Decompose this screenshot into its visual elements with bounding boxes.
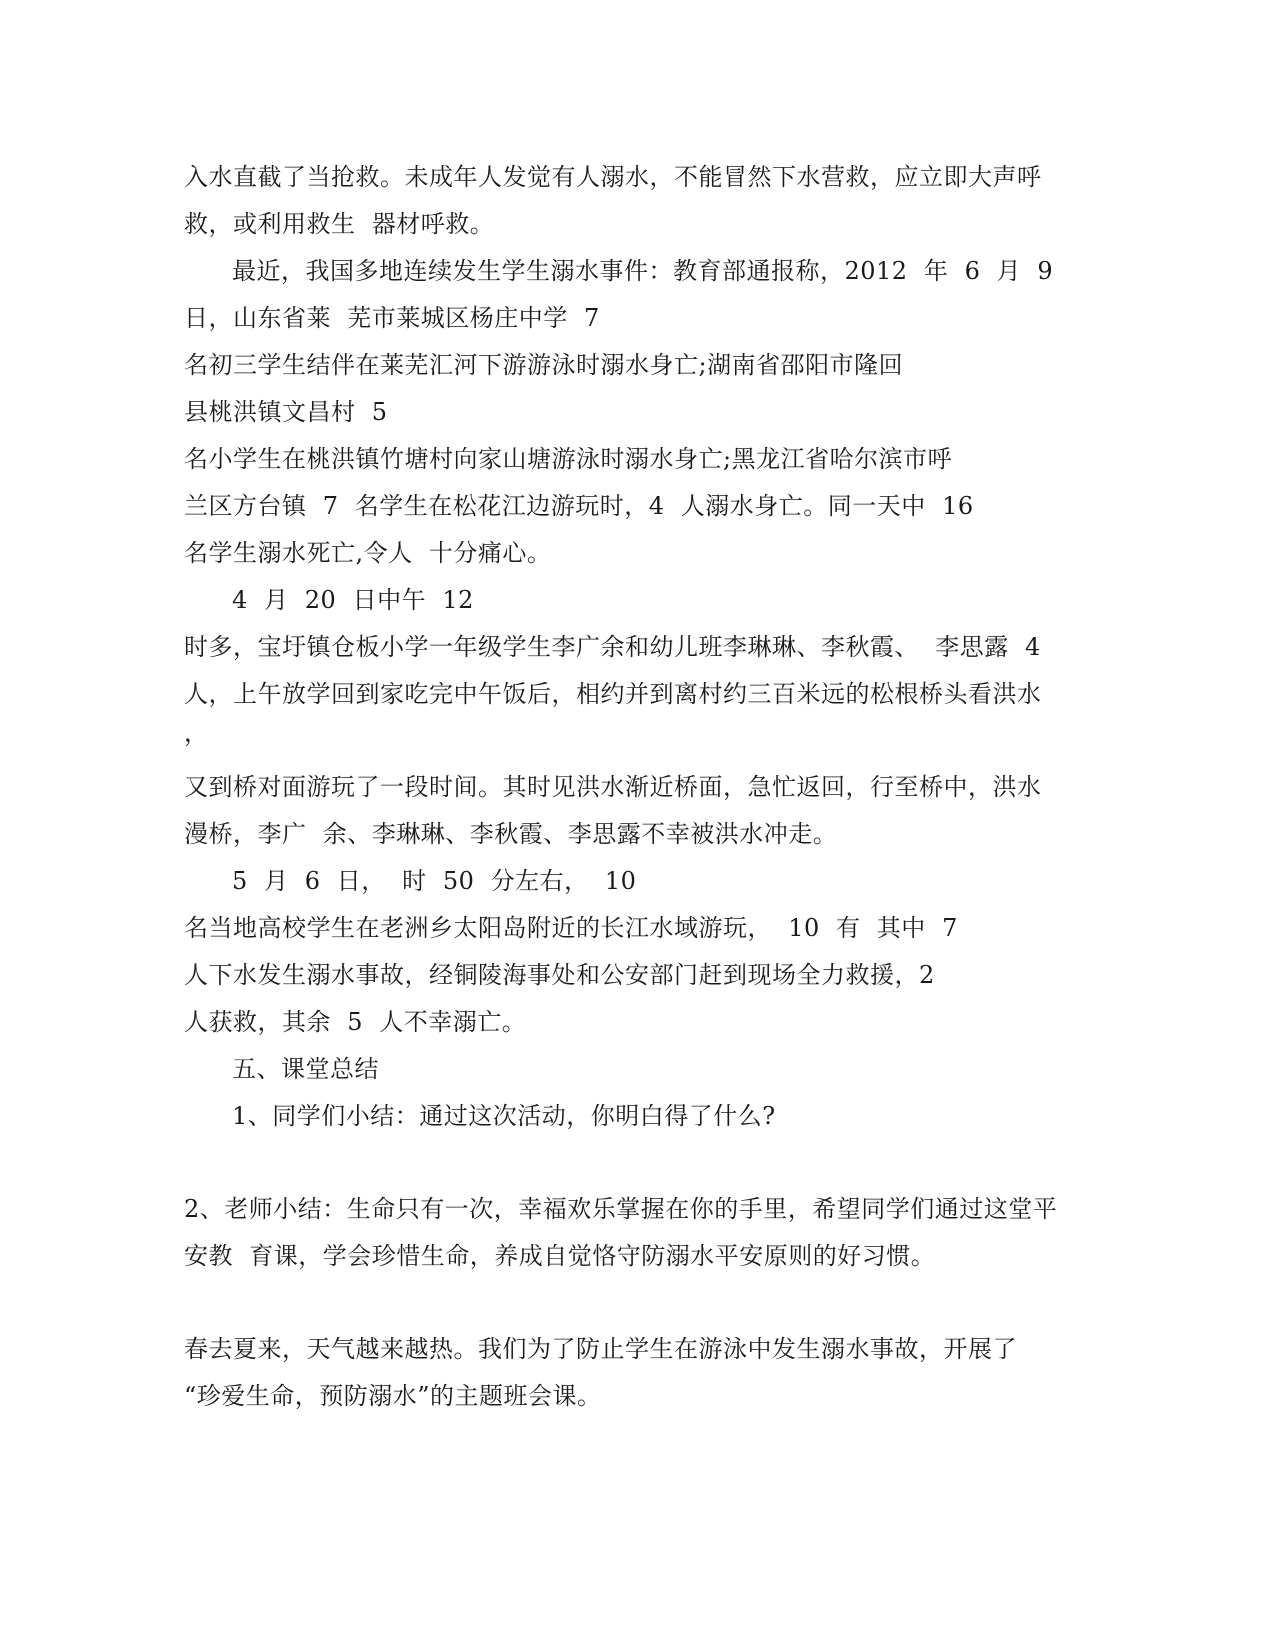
text-line-24: 春去夏来，天气越来越热。我们为了防止学生在游泳中发生溺水事故，开展了	[184, 1335, 1017, 1363]
text-line-3: 最近，我国多地连续发生学生溺水事件：教育部通报称，2012 年 6 月 9	[232, 257, 1054, 285]
text-line-23: 安教 育课，学会珍惜生命，养成自觉恪守防溺水平安原则的好习惯。	[184, 1242, 936, 1270]
text-line-15: 漫桥，李广 余、李琳琳、李秋霞、李思露不幸被洪水冲走。	[184, 820, 838, 848]
text-line-25: “珍爱生命，预防溺水”的主题班会课。	[184, 1382, 602, 1410]
text-line-8: 兰区方台镇 7 名学生在松花江边游玩时，4 人溺水身亡。同一天中 16	[184, 492, 974, 520]
text-line-4: 日，山东省莱 芜市莱城区杨庄中学 7	[184, 304, 600, 332]
text-line-13: ，	[184, 719, 209, 747]
text-line-5: 名初三学生结伴在莱芜汇河下游游泳时溺水身亡;湖南省邵阳市隆回	[184, 351, 904, 379]
text-line-14: 又到桥对面游玩了一段时间。其时见洪水渐近桥面，急忙返回，行至桥中，洪水	[184, 773, 1042, 801]
text-line-18: 人下水发生溺水事故，经铜陵海事处和公安部门赶到现场全力救援，2	[184, 961, 935, 989]
text-line-9: 名学生溺水死亡,令人 十分痛心。	[184, 539, 552, 567]
text-line-21: 1、同学们小结：通过这次活动，你明白得了什么?	[232, 1102, 776, 1130]
text-line-16: 5 月 6 日， 时 50 分左右， 10	[232, 867, 637, 895]
text-line-19: 人获救，其余 5 人不幸溺亡。	[184, 1008, 527, 1036]
text-line-7: 名小学生在桃洪镇竹塘村向家山塘游泳时溺水身亡;黑龙江省哈尔滨市呼	[184, 445, 953, 473]
text-line-1: 入水直截了当抢救。未成年人发觉有人溺水，不能冒然下水营救，应立即大声呼	[184, 163, 1042, 191]
text-line-11: 时多，宝圩镇仓板小学一年级学生李广余和幼儿班李琳琳、李秋霞、 李思露 4	[184, 633, 1041, 661]
text-line-12: 人，上午放学回到家吃完中午饭后，相约并到离村约三百米远的松根桥头看洪水	[184, 680, 1042, 708]
text-line-17: 名当地高校学生在老洲乡太阳岛附近的长江水域游玩， 10 有 其中 7	[184, 914, 958, 942]
text-line-2: 救，或利用救生 器材呼救。	[184, 210, 495, 238]
text-line-6: 县桃洪镇文昌村 5	[184, 398, 388, 426]
section-heading: 五、课堂总结	[232, 1055, 379, 1083]
text-line-10: 4 月 20 日中午 12	[232, 586, 474, 614]
text-line-22: 2、老师小结：生命只有一次，幸福欢乐掌握在你的手里，希望同学们通过这堂平	[184, 1195, 1058, 1223]
